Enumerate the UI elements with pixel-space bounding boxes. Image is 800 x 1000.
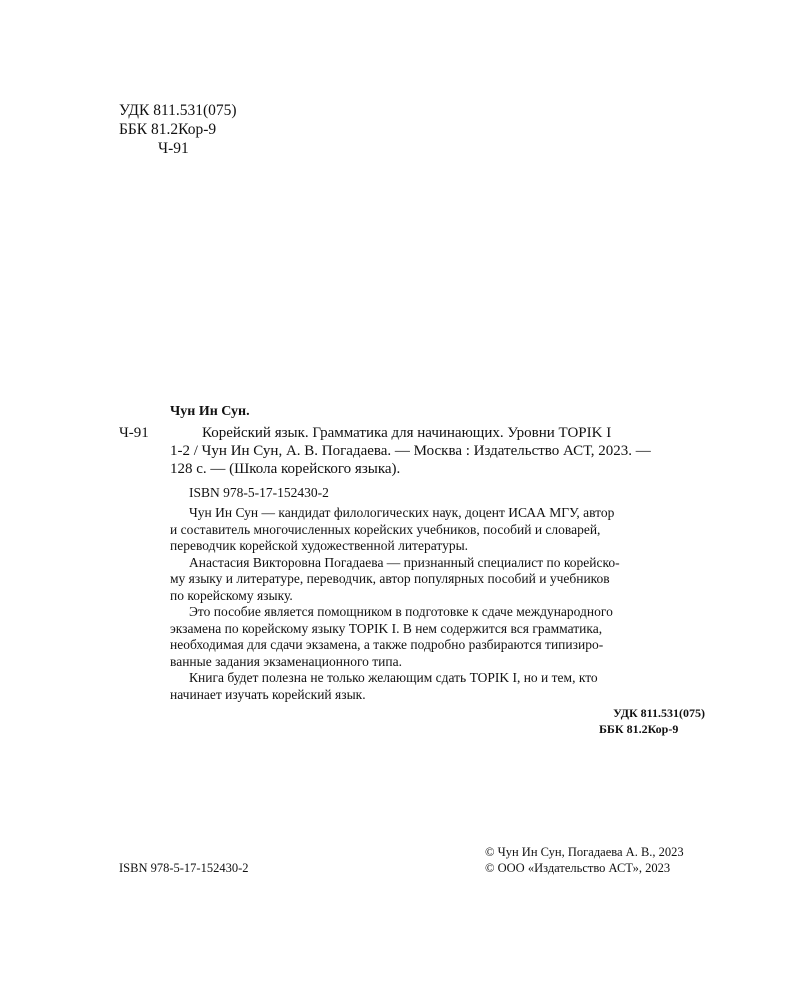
annotation-line: необходимая для сдачи экзамена, а также подробно разбираются типизиро-: [170, 637, 604, 652]
record-line-1: Корейский язык. Грамматика для начинающих. Уровни TOPIK I: [202, 425, 612, 441]
annotation-line: экзамена по корейскому языку TOPIK I. В нем содержится вся грамматика,: [170, 621, 603, 636]
record-isbn: ISBN 978-5-17-152430-2: [189, 485, 329, 500]
annotation-line: Книга будет полезна не только желающим сдать TOPIK I, но и тем, кто: [189, 670, 598, 685]
annotation-line: переводчик корейской художественной литературы.: [170, 538, 469, 553]
copyright-authors: © Чун Ин Сун, Погадаева А. В., 2023: [485, 845, 684, 859]
bbk-code-bottom: ББК 81.2Кор-9: [599, 722, 679, 736]
record-author: Чун Ин Сун.: [170, 404, 250, 419]
udk-code: УДК 811.531(075): [119, 102, 237, 119]
annotation-line: му языку и литературе, переводчик, автор популярных пособий и учебников: [170, 571, 610, 586]
bbk-code: ББК 81.2Кор-9: [119, 121, 217, 138]
annotation-line: Чун Ин Сун — кандидат филологических наук, доцент ИСАА МГУ, автор: [189, 505, 615, 520]
record-line-2: 1-2 / Чун Ин Сун, А. В. Погадаева. — Москва : Издательство АСТ, 2023. —: [170, 443, 651, 459]
copyright-publisher: © ООО «Издательство АСТ», 2023: [485, 861, 671, 875]
footer-isbn: ISBN 978-5-17-152430-2: [119, 861, 249, 875]
annotation-line: по корейскому языку.: [170, 588, 293, 603]
author-mark: Ч-91: [158, 140, 189, 157]
annotation-line: ванные задания экзаменационного типа.: [170, 654, 402, 669]
annotation-line: начинает изучать корейский язык.: [170, 687, 366, 702]
udk-code-bottom: УДК 811.531(075): [613, 706, 705, 720]
annotation-line: Это пособие является помощником в подготовке к сдаче международного: [189, 604, 613, 619]
record-line-3: 128 с. — (Школа корейского языка).: [170, 461, 401, 477]
annotation-line: и составитель многочисленных корейских учебников, пособий и словарей,: [170, 522, 601, 537]
record-author-mark: Ч-91: [119, 425, 149, 441]
annotation-line: Анастасия Викторовна Погадаева — признанный специалист по корейско-: [189, 555, 620, 570]
